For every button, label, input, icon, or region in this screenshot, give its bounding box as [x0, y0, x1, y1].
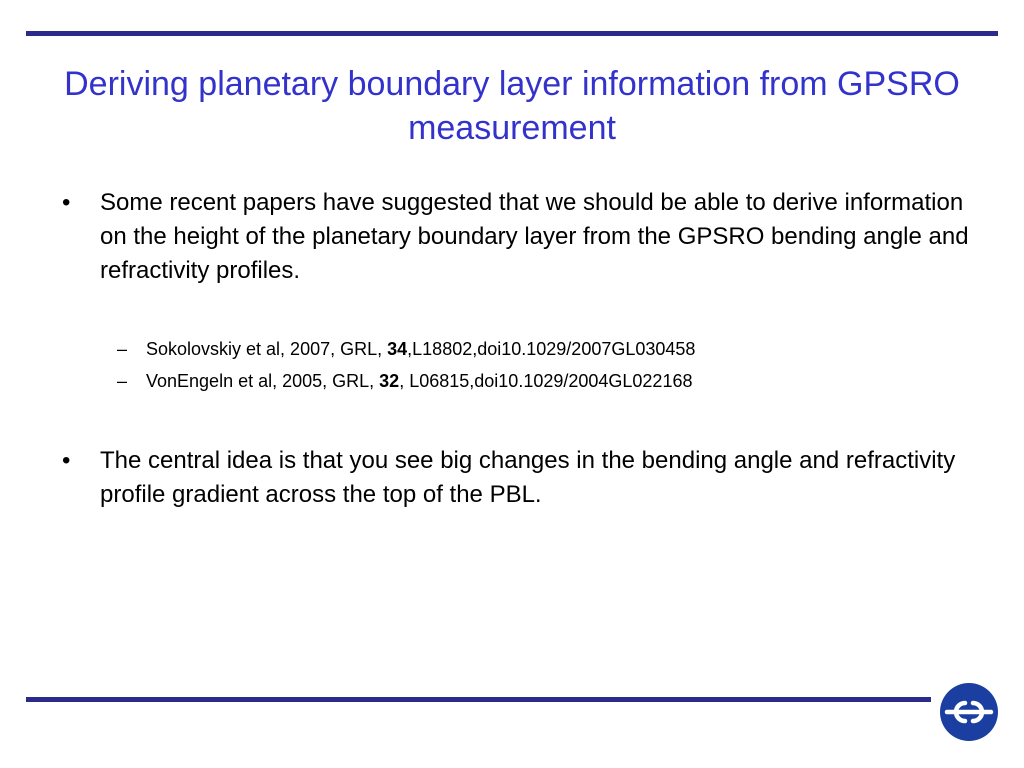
bullet-text: Some recent papers have suggested that we should be able to derive information on the height of the planetary boundary layer from the GPSRO bending angle and refractivity profiles.	[100, 189, 969, 284]
reference-marker: –	[117, 339, 128, 359]
top-divider	[26, 31, 998, 36]
reference-volume: 32	[379, 371, 400, 391]
reference-text	[146, 369, 986, 393]
reference-prefix: VonEngeln et al, 2005, GRL,	[146, 371, 380, 391]
bottom-divider	[26, 697, 931, 702]
bullet-marker: •	[62, 189, 71, 216]
bullet-text: The central idea is that you see big changes in the bending angle and refractivity profile gradient across the top of the PBL.	[100, 447, 956, 508]
reference-prefix: Sokolovskiy et al, 2007, GRL,	[146, 339, 388, 359]
reference-suffix: , L06815,doi10.1029/2004GL022168	[399, 371, 693, 391]
ecmwf-logo-icon	[938, 681, 1000, 743]
bullet-marker: •	[62, 447, 71, 474]
reference-marker: –	[117, 371, 128, 391]
reference-suffix: ,L18802,doi10.1029/2007GL030458	[407, 339, 696, 359]
slide-title: Deriving planetary boundary layer information from GPSRO measurement	[64, 65, 960, 147]
reference-text	[146, 337, 986, 361]
reference-volume: 34	[387, 339, 408, 359]
